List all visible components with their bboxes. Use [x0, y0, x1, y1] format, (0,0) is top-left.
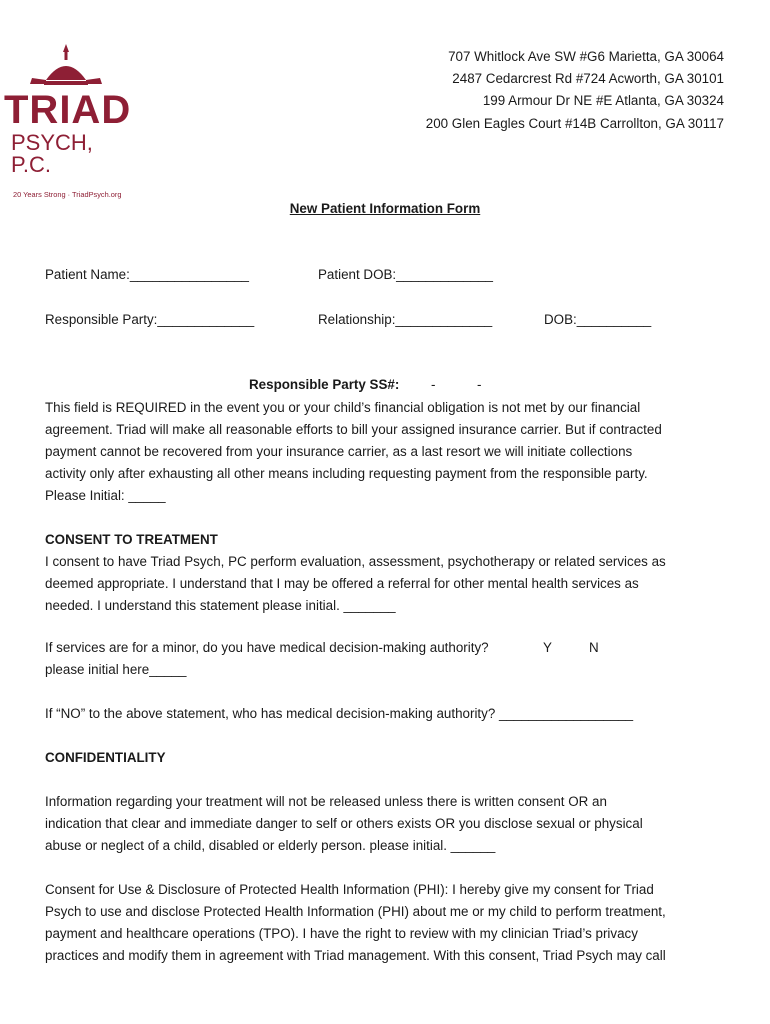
paragraph-line: This field is REQUIRED in the event you or your child’s financial obligation is not met by our financial: [45, 400, 641, 415]
paragraph-line: activity only after exhausting all other means including requesting payment from the responsible party.: [45, 466, 648, 481]
office-addresses: [426, 46, 724, 135]
no-option[interactable]: N: [589, 640, 599, 655]
address-line: 707 Whitlock Ave SW #G6 Marietta, GA 30064: [448, 49, 724, 64]
paragraph-line: payment cannot be recovered from your insurance carrier, as a last resort we will initiate collections: [45, 444, 633, 459]
ss-dash: -: [431, 377, 436, 392]
consent-heading: CONSENT TO TREATMENT: [45, 532, 218, 547]
paragraph-line: I consent to have Triad Psych, PC perform evaluation, assessment, psychotherapy or related services as: [45, 554, 666, 569]
triad-psych-logo: [4, 44, 132, 199]
authority-field[interactable]: If “NO” to the above statement, who has medical decision-making authority? __________________: [45, 706, 634, 721]
minor-initial-field[interactable]: please initial here_____: [45, 662, 187, 677]
paragraph-line: payment and healthcare operations (TPO). I have the right to review with my clinician Triad’s privacy: [45, 926, 638, 941]
ss-notice-paragraph: [45, 397, 735, 507]
responsible-party-field[interactable]: Responsible Party:_____________: [45, 312, 255, 327]
patient-dob-field[interactable]: Patient DOB:_____________: [318, 267, 493, 282]
confidentiality-initial-field[interactable]: abuse or neglect of a child, disabled or elderly person. please initial. ______: [45, 838, 496, 853]
address-line: 200 Glen Eagles Court #14B Carrollton, GA 30117: [425, 115, 724, 131]
paragraph-line: Consent for Use & Disclosure of Protected Health Information (PHI): I hereby give my consent for Triad: [45, 882, 654, 897]
yes-option[interactable]: Y: [543, 640, 552, 655]
phi-paragraph: [45, 879, 735, 967]
patient-name-field[interactable]: Patient Name:________________: [45, 267, 250, 282]
capitol-dome-icon: [30, 44, 102, 88]
confidentiality-paragraph: [45, 791, 735, 857]
address-line: 2487 Cedarcrest Rd #724 Acworth, GA 30101: [452, 71, 724, 87]
paragraph-line: agreement. Triad will make all reasonable efforts to bill your assigned insurance carrier. But if contracted: [45, 422, 662, 437]
paragraph-line: Psych to use and disclose Protected Health Information (PHI) about me or my child to perform treatment,: [45, 904, 666, 919]
consent-initial-field[interactable]: needed. I understand this statement please initial. _______: [45, 598, 396, 613]
paragraph-line: deemed appropriate. I understand that I may be offered a referral for other mental health services as: [45, 576, 639, 591]
consent-section: [45, 529, 735, 617]
logo-tagline: 20 Years Strong · TriadPsych.org: [13, 190, 122, 199]
logo-wordmark: TRIAD: [4, 88, 132, 132]
minor-question: If services are for a minor, do you have medical decision-making authority?: [45, 640, 489, 655]
confidentiality-heading: CONFIDENTIALITY: [45, 750, 166, 765]
address-line: 199 Armour Dr NE #E Atlanta, GA 30324: [482, 93, 724, 109]
paragraph-line: practices and modify them in agreement with Triad management. With this consent, Triad Psych may call: [45, 948, 666, 963]
responsible-dob-field[interactable]: DOB:__________: [544, 312, 652, 327]
paragraph-line: indication that clear and immediate danger to self or others exists OR you disclose sexual or physical: [45, 816, 643, 831]
form-title: New Patient Information Form: [289, 201, 481, 216]
relationship-field[interactable]: Relationship:_____________: [318, 312, 493, 327]
paragraph-line: Information regarding your treatment will not be released unless there is written consent OR an: [45, 794, 607, 809]
logo-subtitle: PSYCH, P.C.: [11, 130, 93, 177]
ss-dash: -: [477, 377, 482, 392]
ss-label: Responsible Party SS#:: [249, 377, 400, 392]
ss-initial-field[interactable]: Please Initial: _____: [45, 488, 166, 503]
